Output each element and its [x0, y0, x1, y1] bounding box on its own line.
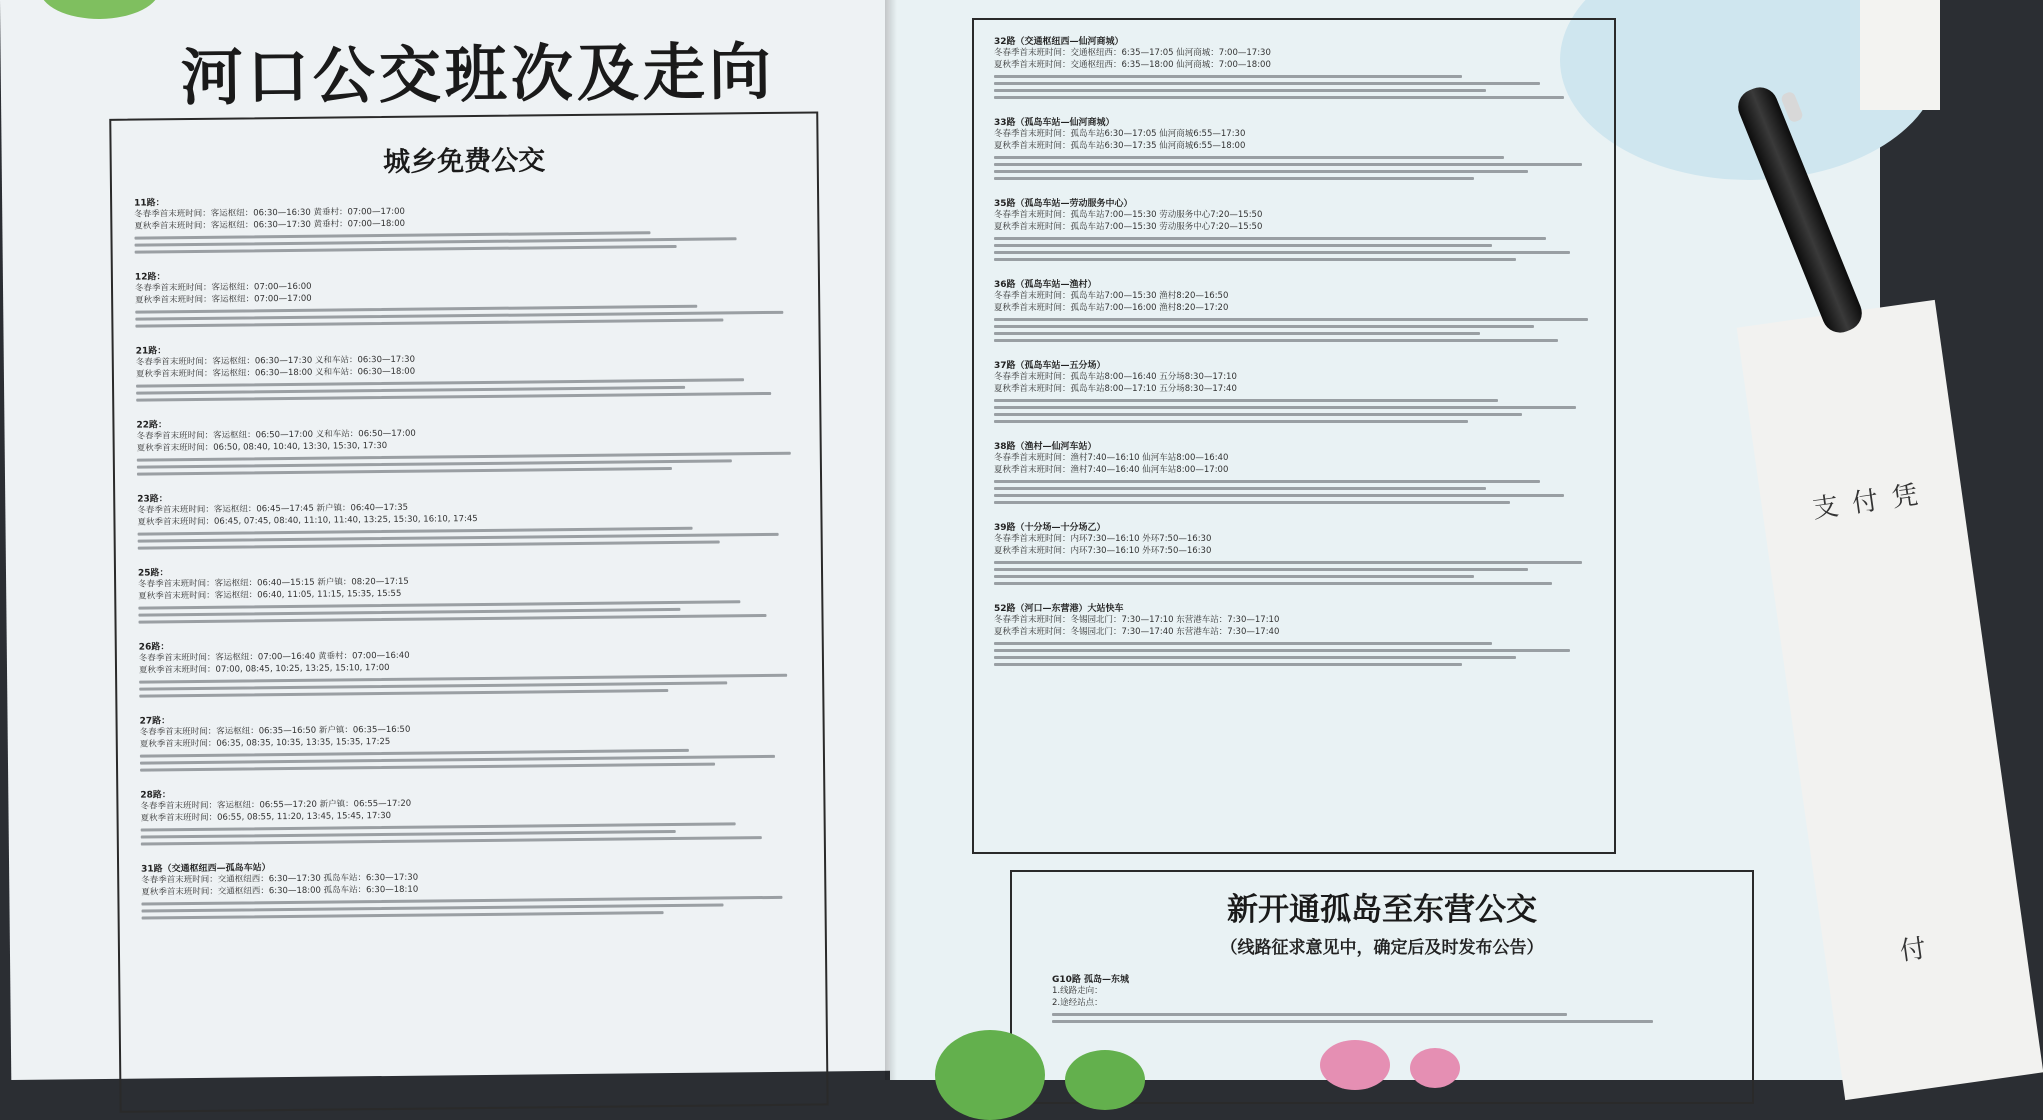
route-schedule-line: 冬春季首末班时间：客运枢纽：07:00—16:00	[134, 281, 312, 294]
route-stops-text	[135, 245, 677, 254]
route-block	[994, 439, 1594, 504]
route-stops-text	[994, 642, 1492, 645]
route-name: 32路（交通枢纽西—仙河商城）	[994, 37, 1124, 47]
route-schedule-line: 夏秋季首末班时间：孤岛车站6:30—17:35 仙河商城6:55—18:00	[994, 141, 1246, 151]
route-stops-text	[994, 332, 1480, 335]
route-block	[139, 707, 801, 772]
route-name: G10路 孤岛—东城	[1052, 975, 1130, 985]
pink-flower-decoration	[1410, 1048, 1460, 1088]
route-list	[112, 174, 825, 919]
route-name: 39路（十分场—十分场乙）	[994, 523, 1106, 533]
route-schedule-line: 冬春季首末班时间：客运枢纽：06:40—15:15 新户镇：08:20—17:15	[138, 576, 409, 590]
green-leaf-decoration	[1065, 1050, 1145, 1110]
route-stops-text	[994, 325, 1534, 328]
route-stops-text	[142, 911, 664, 919]
route-schedule-line: 夏秋季首末班时间：客运枢纽：06:30—18:00 义和车站：06:30—18:00	[135, 366, 416, 380]
route-schedule-line: 夏秋季首末班时间：06:35, 08:35, 10:35, 13:35, 15:35, 17:25	[139, 736, 391, 750]
route-schedule-line: 夏秋季首末班时间：孤岛车站7:00—16:00 渔村8:20—17:20	[994, 303, 1229, 313]
right-page	[890, 0, 1880, 1080]
route-stops-text	[994, 480, 1540, 483]
route-name: 22路：	[136, 420, 168, 431]
route-schedule-line: 夏秋季首末班时间：交通枢纽西：6:30—18:00 孤岛车站：6:30—18:10	[141, 884, 419, 898]
route-stops-text	[994, 244, 1492, 247]
pink-flower-decoration	[1320, 1040, 1390, 1090]
route-stops-text	[138, 540, 720, 549]
route-block	[994, 601, 1594, 666]
page-title: 河口公交班次及走向	[180, 34, 776, 115]
route-name: 11路：	[134, 198, 165, 209]
desk-paper	[1860, 0, 1940, 110]
route-name: 23路：	[137, 494, 168, 505]
route-stops-text	[994, 96, 1564, 99]
route-block	[1052, 972, 1712, 1023]
route-stops-text	[994, 656, 1516, 659]
left-page	[0, 0, 911, 1080]
route-stops-text	[994, 568, 1528, 571]
route-schedule-line: 冬春季首末班时间：渔村7:40—16:10 仙河车站8:00—16:40	[994, 453, 1229, 463]
route-stops-text	[994, 177, 1474, 180]
route-block	[994, 196, 1594, 261]
route-block	[994, 358, 1594, 423]
route-block	[139, 633, 801, 698]
new-route-list	[1012, 958, 1752, 1023]
route-stops-text	[994, 575, 1474, 578]
green-leaf-decoration	[935, 1030, 1045, 1120]
route-schedule-line: 夏秋季首末班时间：06:45, 07:45, 08:40, 11:10, 11:40, 13:25, 15:30, 16:10, 17:45	[137, 514, 478, 528]
route-schedule-line: 夏秋季首末班时间：内环7:30—16:10 外环7:50—16:30	[994, 546, 1212, 556]
route-list	[974, 20, 1614, 666]
route-stops-text	[1052, 1013, 1567, 1016]
free-bus-frame	[109, 111, 828, 1112]
route-name: 37路（孤岛车站—五分场）	[994, 361, 1106, 371]
route-stops-text	[994, 170, 1528, 173]
route-stops-text	[994, 339, 1558, 342]
route-name: 31路（交通枢纽西—孤岛车站）	[141, 863, 271, 875]
receipt-char: 付	[1850, 485, 1881, 520]
route-stops-text	[994, 237, 1546, 240]
route-stops-text	[139, 689, 668, 698]
route-schedule-line: 夏秋季首末班时间：交通枢纽西：6:35—18:00 仙河商城：7:00—18:00	[994, 60, 1271, 70]
right-routes-frame	[972, 18, 1616, 854]
route-stops-text	[994, 318, 1588, 321]
route-stops-text	[994, 494, 1564, 497]
route-schedule-line: 冬春季首末班时间：交通枢纽西：6:30—17:30 孤岛车站：6:30—17:30	[141, 872, 419, 886]
route-stops-text	[994, 487, 1486, 490]
route-stops-text	[140, 763, 715, 772]
route-name: 21路：	[135, 346, 167, 357]
route-name: 33路（孤岛车站—仙河商城）	[994, 118, 1115, 128]
route-schedule-line: 夏秋季首末班时间：06:55, 08:55, 11:20, 13:45, 15:45, 17:30	[140, 810, 392, 824]
route-schedule-line: 冬春季首末班时间：客运枢纽：07:00—16:40 黄垂村：07:00—16:40	[138, 650, 410, 664]
route-stops-text	[994, 501, 1510, 504]
route-schedule-line: 冬春季首末班时间：客运枢纽：06:35—16:50 新户镇：06:35—16:50	[139, 724, 411, 738]
receipt-char: 凭	[1889, 480, 1920, 514]
route-name: 36路（孤岛车站—渔村）	[994, 280, 1097, 290]
route-block	[138, 559, 800, 624]
route-schedule-line: 冬春季首末班时间：冬锡园北门：7:30—17:10 东营港车站：7:30—17:10	[994, 615, 1280, 625]
route-schedule-line: 冬春季首末班时间：客运枢纽：06:55—17:20 新户镇：06:55—17:20	[140, 798, 412, 812]
route-schedule-line: 冬春季首末班时间：交通枢纽西：6:35—17:05 仙河商城：7:00—17:30	[994, 48, 1271, 58]
page-fold-shadow	[885, 0, 897, 1080]
route-schedule-line: 夏秋季首末班时间：孤岛车站8:00—17:10 五分场8:30—17:40	[994, 384, 1237, 394]
route-stops-text	[994, 75, 1462, 78]
route-name: 27路：	[139, 716, 171, 727]
route-schedule-line: 冬春季首末班时间：客运枢纽：06:50—17:00 义和车站：06:50—17:00	[136, 428, 416, 442]
receipt-char: 付	[1898, 933, 1929, 967]
route-schedule-line: 冬春季首末班时间：孤岛车站8:00—16:40 五分场8:30—17:10	[994, 372, 1237, 382]
route-name: 35路（孤岛车站—劳动服务中心）	[994, 199, 1133, 209]
route-stops-text	[994, 582, 1552, 585]
receipt-char: 支	[1810, 491, 1841, 525]
route-schedule-line: 2.途经站点：	[1052, 998, 1103, 1008]
section-title: 城乡免费公交	[383, 145, 546, 178]
route-schedule-line: 夏秋季首末班时间：冬锡园北门：7:30—17:40 东营港车站：7:30—17:40	[994, 627, 1280, 637]
route-stops-text	[994, 163, 1582, 166]
route-schedule-line: 冬春季首末班时间：客运枢纽：06:45—17:45 新户镇：06:40—17:35	[137, 502, 409, 516]
new-section-subtitle: （线路征求意见中，确定后及时发布公告）	[1220, 938, 1544, 958]
route-stops-text	[994, 89, 1486, 92]
route-stops-text	[994, 406, 1576, 409]
route-schedule-line: 夏秋季首末班时间：孤岛车站7:00—15:30 劳动服务中心7:20—15:50	[994, 222, 1263, 232]
route-stops-text	[994, 251, 1570, 254]
route-schedule-line: 夏秋季首末班时间：渔村7:40—16:40 仙河车站8:00—17:00	[994, 465, 1229, 475]
route-name: 38路（渔村—仙河车站）	[994, 442, 1097, 452]
route-block	[137, 485, 799, 550]
route-block	[140, 781, 802, 846]
route-schedule-line: 夏秋季首末班时间：客运枢纽：06:40, 11:05, 11:15, 15:35, 15:55	[138, 588, 402, 602]
route-stops-text	[994, 156, 1504, 159]
route-schedule-line: 夏秋季首末班时间：07:00, 08:45, 10:25, 13:25, 15:10, 17:00	[138, 662, 390, 676]
route-stops-text	[994, 561, 1582, 564]
route-stops-text	[1052, 1020, 1653, 1023]
route-stops-text	[994, 663, 1462, 666]
route-block	[134, 189, 796, 254]
new-section-title: 新开通孤岛至东营公交	[1227, 892, 1537, 928]
route-block	[136, 337, 798, 402]
route-name: 52路（河口—东营港）大站快车	[994, 604, 1124, 614]
route-block	[136, 411, 798, 476]
route-schedule-line: 夏秋季首末班时间：客运枢纽：06:30—17:30 黄垂村：07:00—18:00	[134, 218, 406, 232]
route-block	[994, 520, 1594, 585]
route-schedule-line: 冬春季首末班时间：内环7:30—16:10 外环7:50—16:30	[994, 534, 1212, 544]
route-stops-text	[137, 467, 672, 476]
route-stops-text	[994, 420, 1468, 423]
route-schedule-line: 夏秋季首末班时间：客运枢纽：07:00—17:00	[135, 293, 312, 306]
route-schedule-line: 夏秋季首末班时间：06:50, 08:40, 10:40, 13:30, 15:30, 17:30	[136, 440, 388, 454]
route-schedule-line: 冬春季首末班时间：孤岛车站6:30—17:05 仙河商城6:55—17:30	[994, 129, 1246, 139]
route-stops-text	[994, 82, 1540, 85]
route-stops-text	[994, 649, 1570, 652]
green-leaf-decoration	[40, 0, 161, 20]
route-schedule-line: 1.线路走向：	[1052, 986, 1103, 996]
route-stops-text	[135, 318, 723, 327]
route-block	[994, 34, 1594, 99]
route-schedule-line: 冬春季首末班时间：孤岛车站7:00—15:30 劳动服务中心7:20—15:50	[994, 210, 1263, 220]
route-block	[994, 277, 1594, 342]
route-block	[141, 855, 803, 920]
route-name: 25路：	[137, 568, 169, 579]
route-name: 12路：	[134, 272, 166, 283]
route-stops-text	[994, 399, 1498, 402]
route-name: 28路：	[140, 790, 171, 801]
route-name: 26路：	[138, 642, 170, 653]
route-stops-text	[994, 413, 1522, 416]
route-schedule-line: 冬春季首末班时间：孤岛车站7:00—15:30 渔村8:20—16:50	[994, 291, 1229, 301]
route-schedule-line: 冬春季首末班时间：客运枢纽：06:30—17:30 义和车站：06:30—17:30	[135, 354, 416, 368]
route-block	[135, 263, 797, 328]
route-block	[994, 115, 1594, 180]
route-stops-text	[994, 258, 1516, 261]
route-schedule-line: 冬春季首末班时间：客运枢纽：06:30—16:30 黄垂村：07:00—17:00	[134, 206, 405, 220]
